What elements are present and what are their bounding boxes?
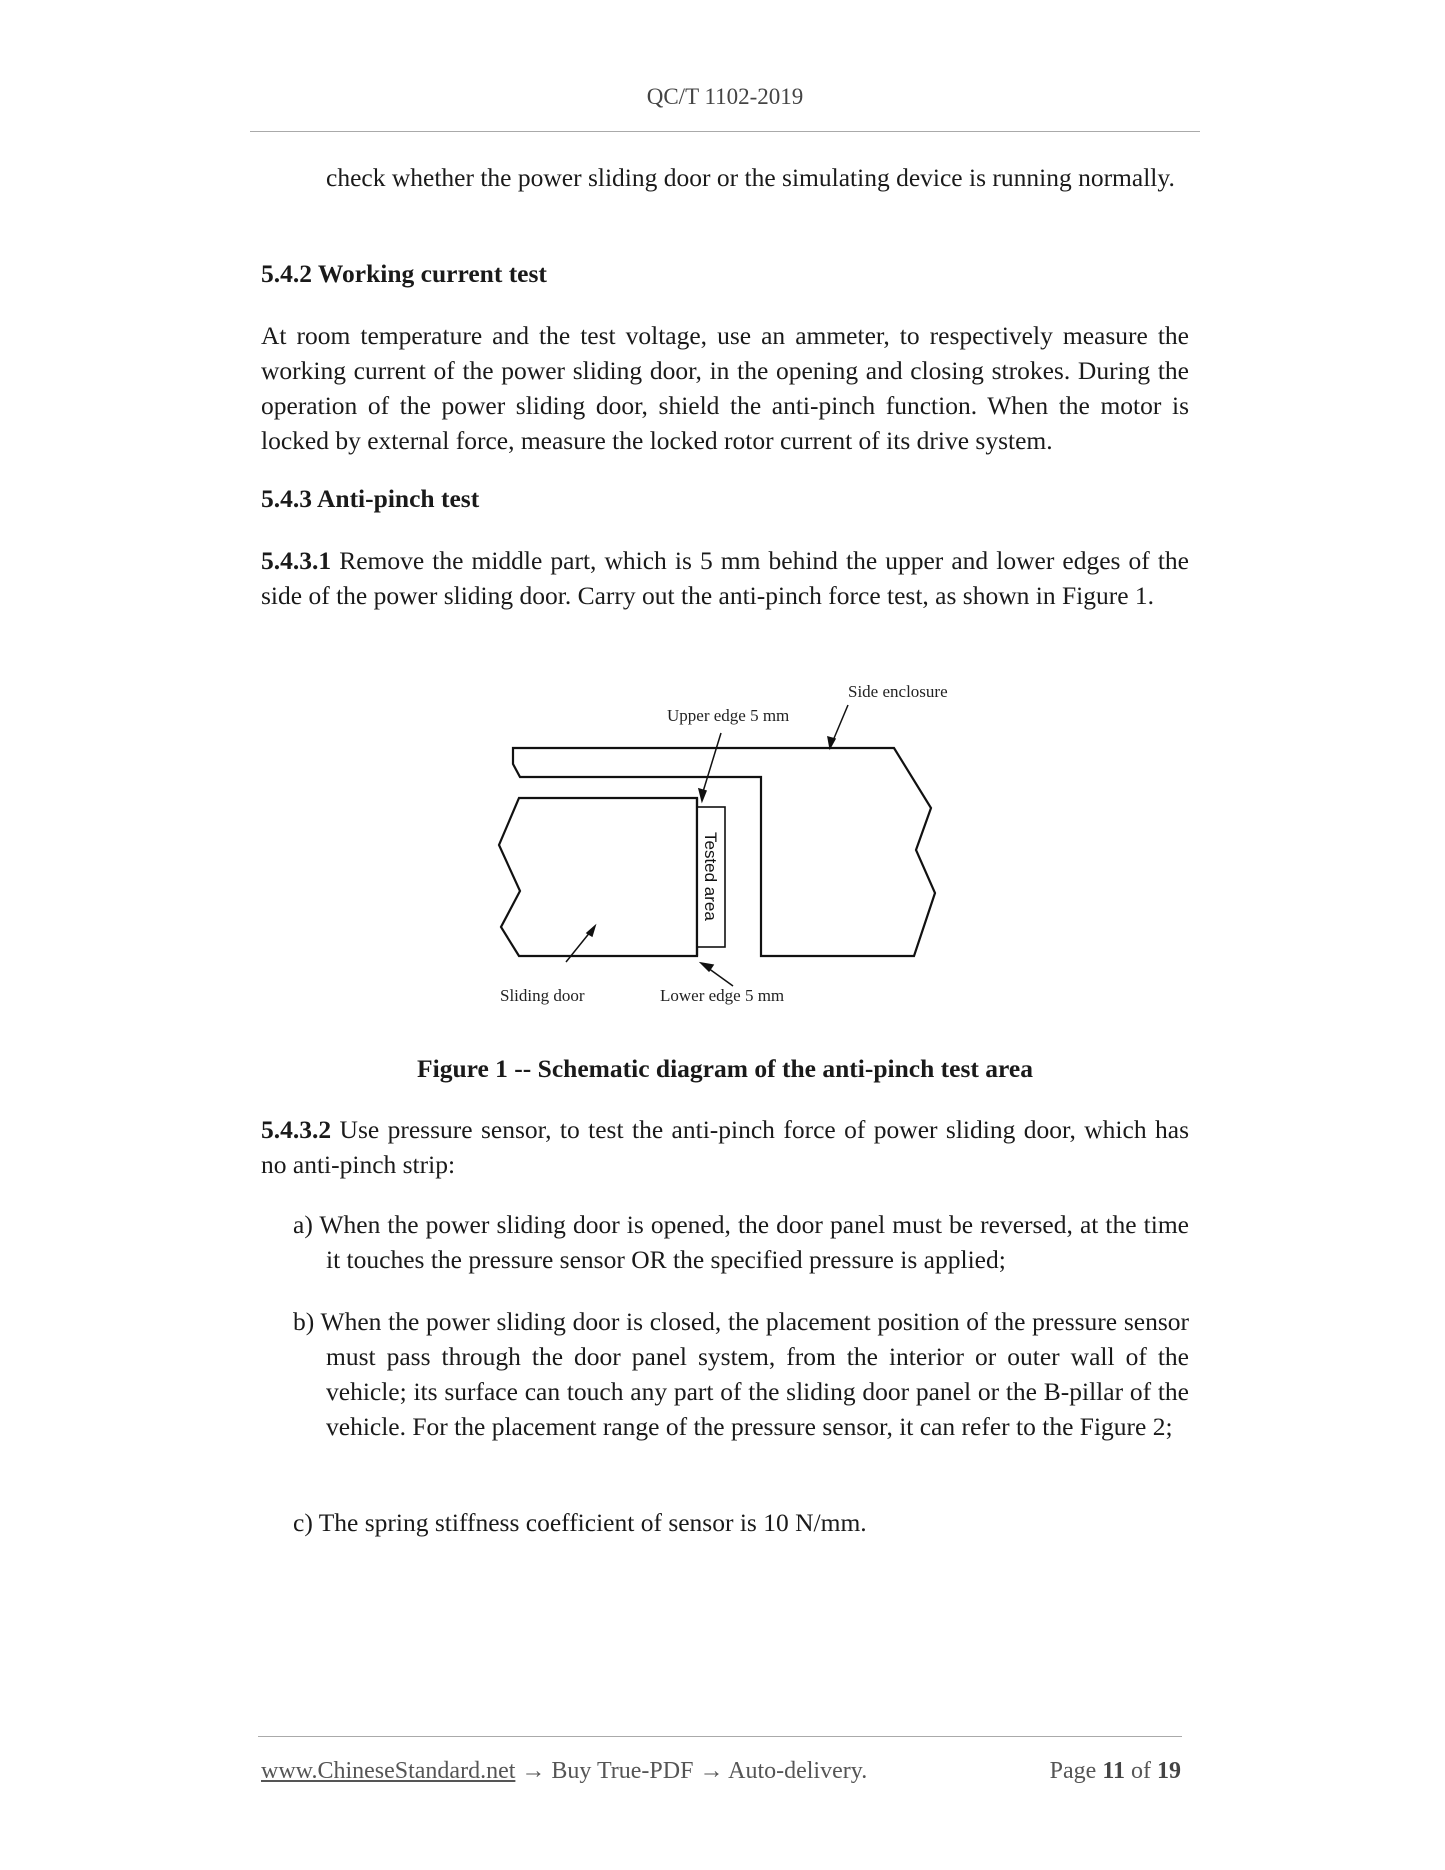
heading-5-4-2: 5.4.2 Working current test [261,259,547,288]
page-header: QC/T 1102-2019 [646,84,804,109]
list-item-a: a) When the power sliding door is opened, the door panel must be reversed, at the time it touches the pressure sensor OR the specified pressure is applied; [293,1210,1189,1274]
label-tested-area: Tested area [701,832,720,921]
site-link[interactable]: www.ChineseStandard.net [261,1758,516,1784]
figure-caption: Figure 1 -- Schematic diagram of the anti-pinch test area [417,1054,1033,1083]
label-sliding-door: Sliding door [500,986,585,1005]
page-word: Page [1049,1758,1097,1784]
paragraph-5-4-2: At room temperature and the test voltage, use an ammeter, to respectively measure the working current of the power sliding door, in the opening and closing strokes. During the operation of the power sliding door, shield the anti-pinch function. When the motor is locked by external force, measure the locked rotor current of its drive system. [261,321,1189,455]
page-indicator [1050,1758,1181,1785]
header-rule [250,131,1200,132]
list-item-b: b) When the power sliding door is closed, the placement position of the pressure sensor must pass through the door panel system, from the interior or outer wall of the vehicle; its surface can touch any part of the sliding door panel or the B-pillar of the vehicle. For the placement range of the pressure sensor, it can refer to the Figure 2; [293,1307,1189,1441]
label-lower-edge: Lower edge 5 mm [660,986,785,1005]
figure-anti-pinch-diagram [490,675,950,1015]
footer-tagline: → Buy True-PDF → Auto-delivery. [515,1758,868,1784]
clause-text: Use pressure sensor, to test the anti-pinch force of power sliding door, which has no anti-pinch strip: [261,1115,1189,1179]
clause-number: 5.4.3.2 [261,1115,332,1144]
footer [261,1758,1181,1785]
page-total: 19 [1157,1758,1181,1784]
paragraph-continuation: check whether the power sliding door or the simulating device is running normally. [326,163,1175,192]
label-side-enclosure: Side enclosure [848,682,948,701]
paragraph-5-4-3-2 [261,1112,1189,1182]
clause-number: 5.4.3.1 [261,546,332,575]
paragraph-5-4-3-1 [261,543,1189,613]
clause-text: Remove the middle part, which is 5 mm behind the upper and lower edges of the side of the power sliding door. Carry out the anti-pinch force test, as shown in Figure 1. [261,546,1189,610]
page-current: 11 [1102,1758,1125,1784]
label-upper-edge: Upper edge 5 mm [667,706,790,725]
footer-rule [258,1736,1182,1737]
sliding-door-outline [499,798,697,956]
of-word: of [1131,1758,1151,1784]
list-item-c: c) The spring stiffness coefficient of sensor is 10 N/mm. [293,1508,867,1537]
heading-5-4-3: 5.4.3 Anti-pinch test [261,484,480,513]
